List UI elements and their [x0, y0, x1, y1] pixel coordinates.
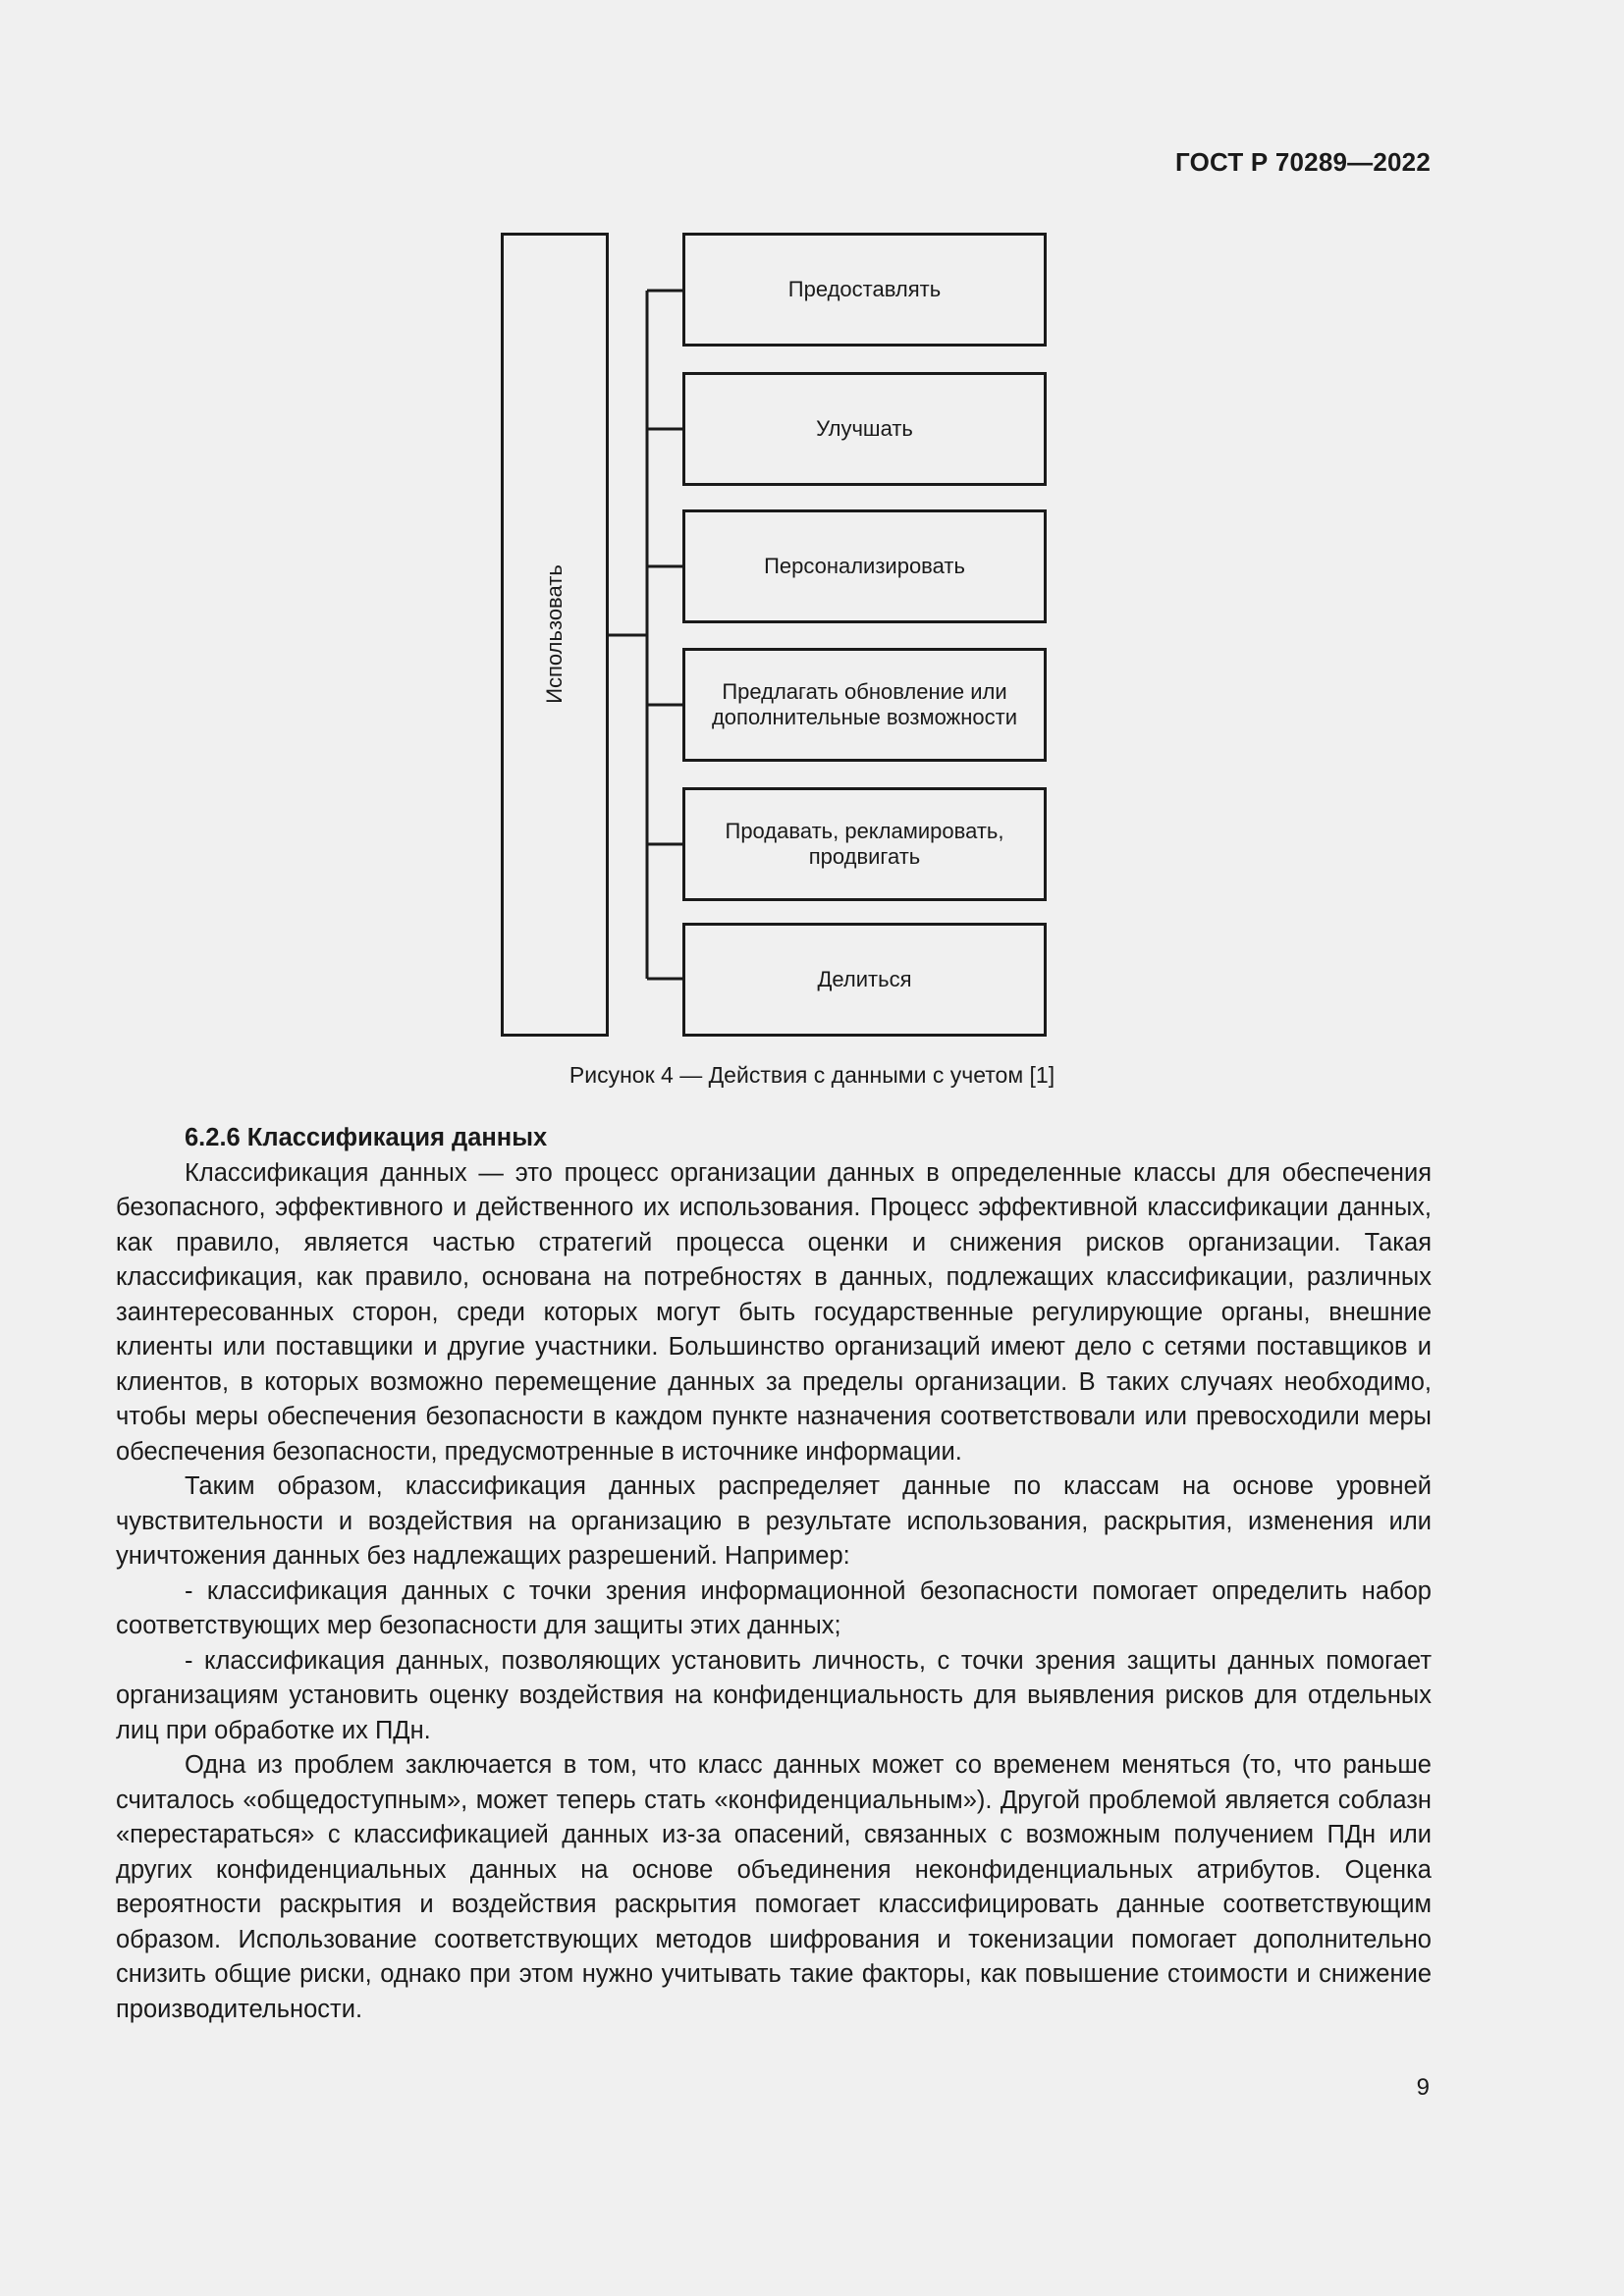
document-code-header: ГОСТ Р 70289—2022	[1175, 147, 1431, 177]
data-actions-diagram	[0, 0, 1624, 1080]
paragraph: Таким образом, классификация данных распределяет данные по классам на основе уровней чувствительности и воздействия на организацию в результате использования, раскрытия, изменения или уничтожения данных без надлежащих разрешений. Например:	[116, 1472, 1432, 1570]
action-box-sell-promote: Продавать, рекламировать, продвигать	[682, 787, 1047, 901]
action-box-improve: Улучшать	[682, 372, 1047, 486]
figure-caption: Рисунок 4 — Действия с данными с учетом [1]	[568, 1062, 1056, 1088]
paragraph: Одна из проблем заключается в том, что класс данных может со временем меняться (то, что раньше считалось «общедоступным», может теперь стать «конфиденциальным»). Другой проблемой является соблазн «перестараться» с классификацией данных из-за опасений, связанных с возможным получением ПДн или других конфиденциальных данных на основе объединения неконфиденциальных атрибутов. Оценка вероятности раскрытия и воздействия раскрытия помогает классифицировать данные соответствующим образом. Использование соответствующих методов шифрования и токенизации помогает дополнительно снизить общие риски, однако при этом нужно учитывать такие факторы, как повышение стоимости и снижение производительности.	[116, 1751, 1432, 2023]
paragraph: Классификация данных — это процесс организации данных в определенные классы для обеспечения безопасного, эффективного и действенного их использования. Процесс эффективной классификации данных, как правило, является частью стратегий процесса оценки и снижения рисков организации. Такая классификация, как правило, основана на потребностях в данных, подлежащих классификации, различных заинтересованных сторон, среди которых могут быть государственные регулирующие органы, внешние клиенты или поставщики и другие участники. Большинство организаций имеют дело с сетями поставщиков и клиентов, в которых возможно перемещение данных за пределы организации. В таких случаях необходимо, чтобы меры обеспечения безопасности в каждом пункте назначения соответствовали или превосходили меры обеспечения безопасности, предусмотренные в источнике информации.	[116, 1158, 1432, 1466]
section-body	[116, 1121, 1432, 2027]
page-number: 9	[1416, 2074, 1430, 2101]
action-box-share: Делиться	[682, 923, 1047, 1037]
action-box-offer-updates: Предлагать обновление или дополнительные возможности	[682, 648, 1047, 762]
action-box-provide: Предоставлять	[682, 233, 1047, 347]
section-heading: 6.2.6 Классификация данных	[185, 1124, 548, 1151]
root-label: Использовать	[542, 564, 567, 704]
action-box-personalize: Персонализировать	[682, 509, 1047, 623]
list-item: - классификация данных с точки зрения информационной безопасности помогает определить набор соответствующих мер безопасности для защиты этих данных;	[116, 1576, 1432, 1639]
list-item: - классификация данных, позволяющих установить личность, с точки зрения защиты данных помогает организациям установить оценку воздействия на конфиденциальность для выявления рисков для отдельных лиц при обработке их ПДн.	[116, 1646, 1432, 1744]
